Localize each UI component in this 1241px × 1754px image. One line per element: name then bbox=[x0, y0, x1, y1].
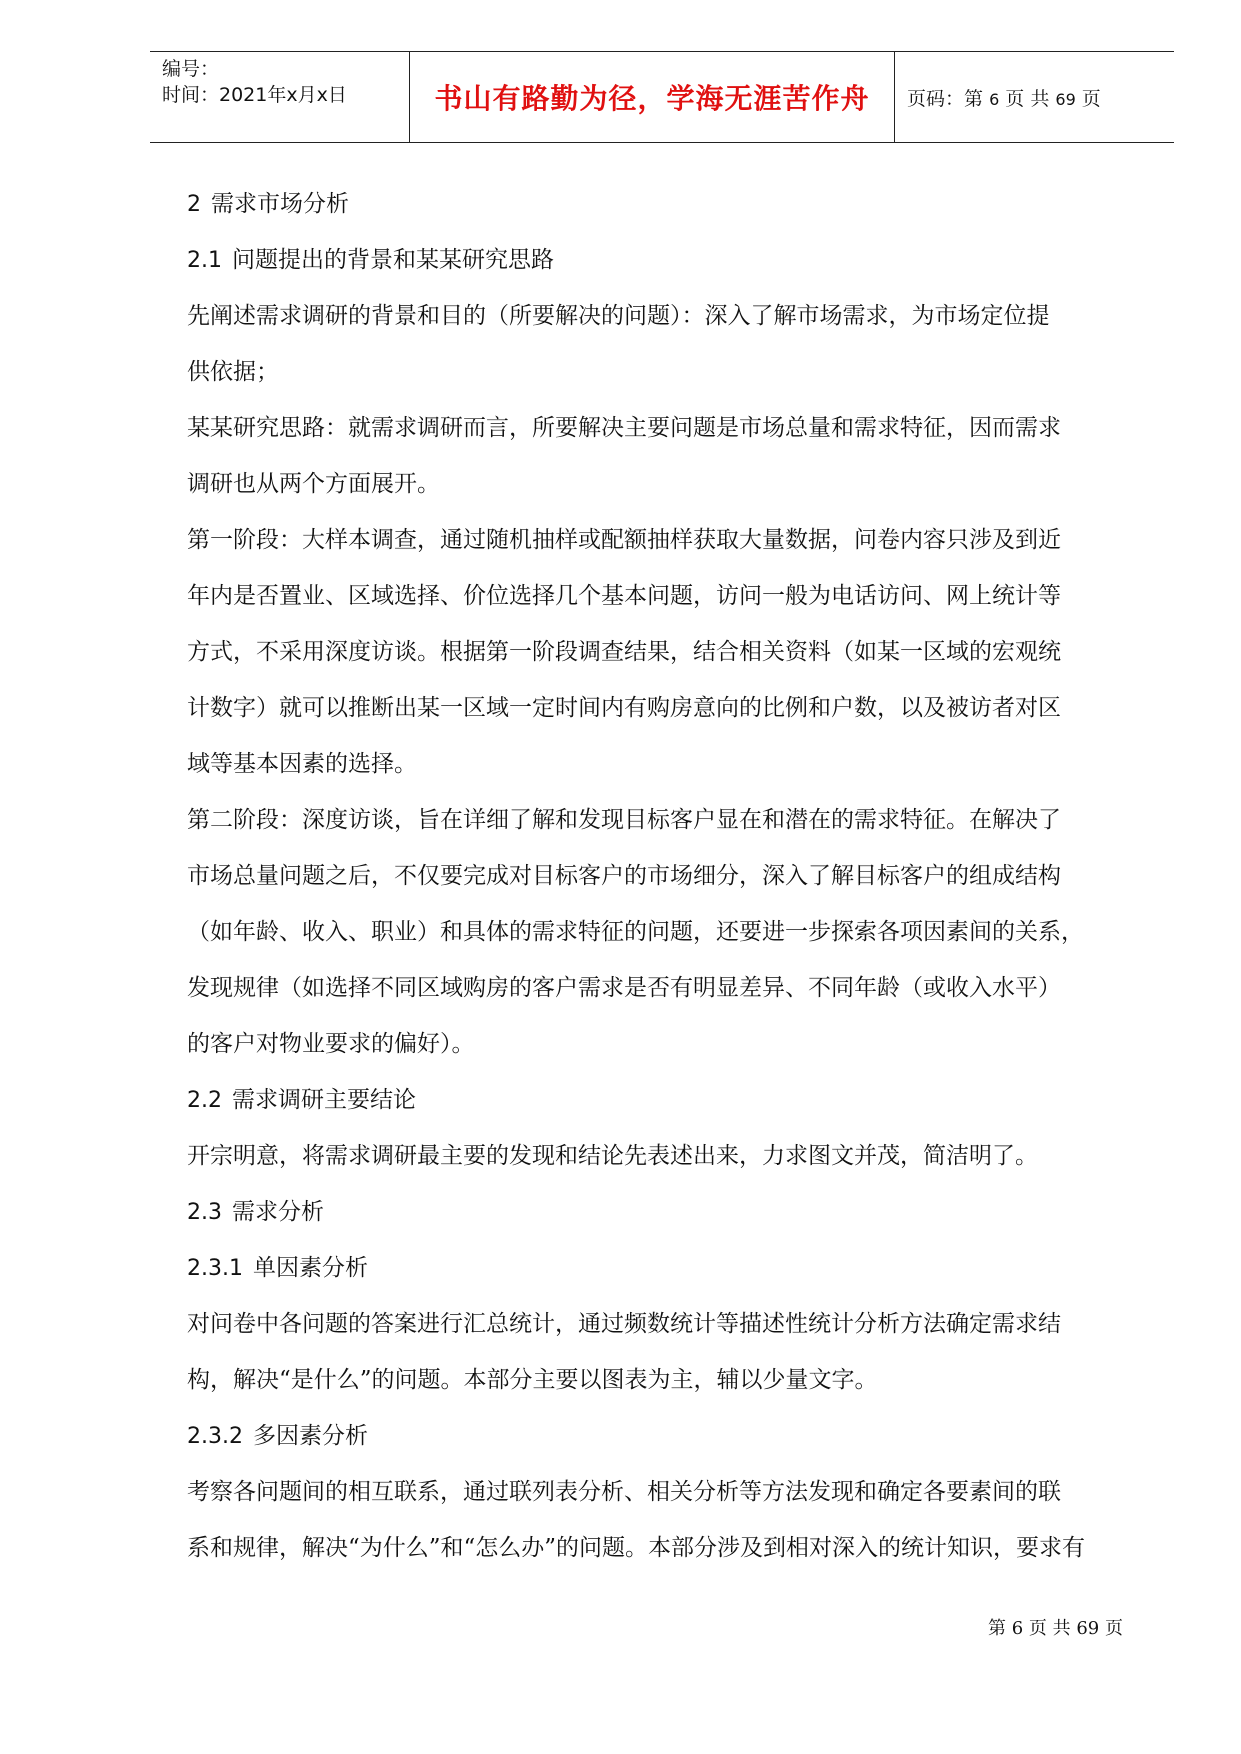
page-suffix: 页 bbox=[1081, 87, 1101, 110]
paragraph-line: 构，解决“是什么”的问题。本部分主要以图表为主，辅以少量文字。 bbox=[187, 1367, 878, 1393]
section-title: 需求分析 bbox=[232, 1199, 324, 1225]
paragraph-line: 市场总量问题之后，不仅要完成对目标客户的市场细分，深入了解目标客户的组成结构 bbox=[187, 863, 1061, 889]
document-time-label: 时间：2021年x月x日 bbox=[162, 84, 347, 106]
document-number-label: 编号： bbox=[162, 58, 220, 80]
header-motto-cell bbox=[410, 52, 895, 142]
section-title: 单因素分析 bbox=[252, 1255, 368, 1281]
section-heading bbox=[187, 1184, 1147, 1240]
page-header bbox=[150, 51, 1174, 143]
paragraph-line: 供依据； bbox=[187, 359, 279, 385]
section-heading bbox=[187, 1240, 1147, 1296]
section-number: 2.1 bbox=[187, 248, 222, 273]
paragraph-line: 开宗明意，将需求调研最主要的发现和结论先表述出来，力求图文并茂，简洁明了。 bbox=[187, 1143, 1038, 1169]
paragraph-line: 系和规律，解决“为什么”和“怎么办”的问题。本部分涉及到相对深入的统计知识，要求有 bbox=[187, 1535, 1086, 1561]
paragraph-line: 考察各问题间的相互联系，通过联列表分析、相关分析等方法发现和确定各要素间的联 bbox=[187, 1479, 1061, 1505]
paragraph-line: 发现规律（如选择不同区域购房的客户需求是否有明显差异、不同年龄（或收入水平） bbox=[187, 975, 1061, 1001]
paragraph-line: 调研也从两个方面展开。 bbox=[187, 471, 440, 497]
section-heading bbox=[187, 176, 1147, 232]
page-prefix: 页码：第 bbox=[907, 87, 984, 110]
section-number: 2.2 bbox=[187, 1088, 222, 1113]
paragraph-line: 先阐述需求调研的背景和目的（所要解决的问题）：深入了解市场需求，为市场定位提 bbox=[187, 303, 1050, 329]
page-mid: 页 共 bbox=[1005, 87, 1050, 110]
header-page-code bbox=[907, 84, 1101, 111]
section-number: 2 bbox=[187, 192, 201, 217]
paragraph-line: 第一阶段：大样本调查，通过随机抽样或配额抽样获取大量数据，问卷内容只涉及到近 bbox=[187, 527, 1061, 553]
paragraph-line: 的客户对物业要求的偏好）。 bbox=[187, 1031, 475, 1057]
page-current: 6 bbox=[989, 89, 1000, 109]
paragraph-line: 计数字）就可以推断出某一区域一定时间内有购房意向的比例和户数，以及被访者对区 bbox=[187, 695, 1061, 721]
paragraph-line: 年内是否置业、区域选择、价位选择几个基本问题，访问一般为电话访问、网上统计等 bbox=[187, 583, 1061, 609]
header-page-cell bbox=[895, 52, 1174, 142]
page-footer: 第 6 页 共 69 页 bbox=[988, 1618, 1123, 1639]
section-heading bbox=[187, 1408, 1147, 1464]
section-number: 2.3.1 bbox=[187, 1256, 243, 1281]
section-title: 问题提出的背景和某某研究思路 bbox=[232, 247, 554, 273]
paragraph-line: 方式，不采用深度访谈。根据第一阶段调查结果，结合相关资料（如某一区域的宏观统 bbox=[187, 639, 1061, 665]
section-number: 2.3.2 bbox=[187, 1424, 243, 1449]
header-motto: 书山有路勤为径，学海无涯苦作舟 bbox=[434, 82, 870, 115]
paragraph-line: （如年龄、收入、职业）和具体的需求特征的问题，还要进一步探索各项因素间的关系， bbox=[187, 919, 1084, 945]
paragraph-line: 对问卷中各问题的答案进行汇总统计，通过频数统计等描述性统计分析方法确定需求结 bbox=[187, 1311, 1061, 1337]
paragraph-line: 第二阶段：深度访谈，旨在详细了解和发现目标客户显在和潜在的需求特征。在解决了 bbox=[187, 807, 1061, 833]
header-left-cell bbox=[150, 52, 410, 142]
section-number: 2.3 bbox=[187, 1200, 222, 1225]
paragraph-line: 某某研究思路：就需求调研而言，所要解决主要问题是市场总量和需求特征，因而需求 bbox=[187, 415, 1061, 441]
section-heading bbox=[187, 1072, 1147, 1128]
section-title: 需求市场分析 bbox=[211, 191, 349, 217]
section-title: 需求调研主要结论 bbox=[232, 1087, 416, 1113]
page-total: 69 bbox=[1055, 89, 1076, 109]
paragraph-line: 域等基本因素的选择。 bbox=[187, 751, 417, 777]
document-body bbox=[187, 176, 1147, 1576]
section-heading bbox=[187, 232, 1147, 288]
section-title: 多因素分析 bbox=[252, 1423, 368, 1449]
